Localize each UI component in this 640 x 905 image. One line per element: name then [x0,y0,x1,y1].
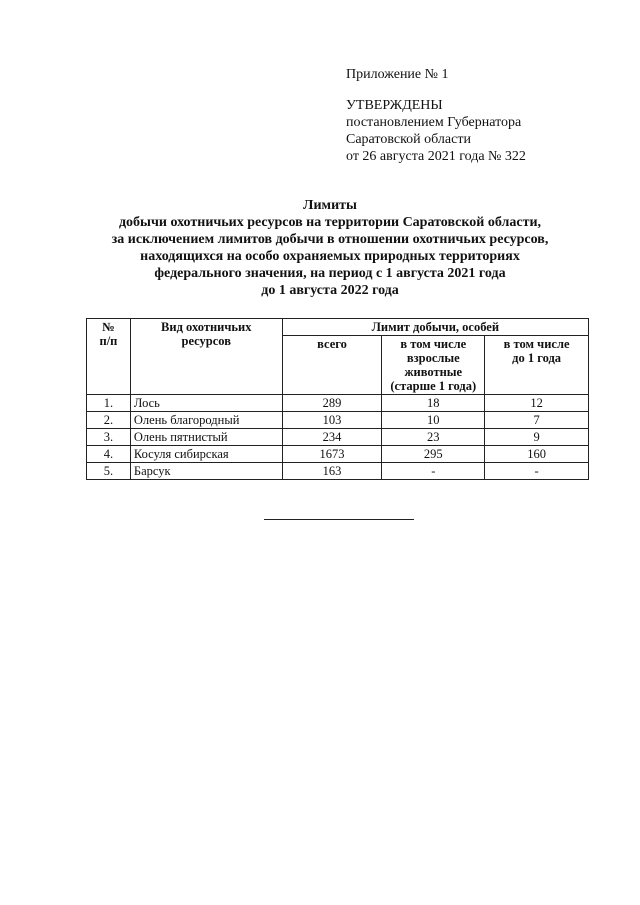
table-header-row [87,319,589,336]
table-row [87,412,589,429]
header-adult: в том числе взрослые животные (старше 1 года) [382,336,485,395]
appendix-label: Приложение № 1 [346,67,449,82]
title-line-5: федерального значения, на период с 1 августа 2021 года [154,266,506,281]
row-total: 234 [282,429,382,446]
title-line-4: находящихся на особо охраняемых природных территориях [140,249,520,264]
approval-authority: постановлением Губернатора [346,115,522,130]
limits-table [86,318,589,480]
row-species: Лось [130,395,282,412]
row-young: 9 [485,429,589,446]
row-total: 1673 [282,446,382,463]
row-young: 12 [485,395,589,412]
approved-label: УТВЕРЖДЕНЫ [346,98,443,113]
row-total: 163 [282,463,382,480]
row-young: 160 [485,446,589,463]
header-limit: Лимит добычи, особей [282,319,588,336]
title-line-6: до 1 августа 2022 года [261,283,399,298]
row-young: - [485,463,589,480]
row-num: 4. [87,446,131,463]
table-row [87,395,589,412]
row-species: Олень благородный [130,412,282,429]
table-row [87,446,589,463]
row-num: 2. [87,412,131,429]
row-num: 3. [87,429,131,446]
title-line-3: за исключением лимитов добычи в отношении охотничьих ресурсов, [111,232,549,247]
row-adult: 18 [382,395,485,412]
approval-region: Саратовской области [346,132,471,147]
row-adult: 10 [382,412,485,429]
title-line-1: Лимиты [303,198,357,213]
approval-date: от 26 августа 2021 года № 322 [346,149,526,164]
row-total: 103 [282,412,382,429]
header-num: № п/п [87,319,131,395]
row-species: Косуля сибирская [130,446,282,463]
row-young: 7 [485,412,589,429]
row-adult: - [382,463,485,480]
row-num: 5. [87,463,131,480]
row-num: 1. [87,395,131,412]
row-species: Олень пятнистый [130,429,282,446]
header-species: Вид охотничьих ресурсов [130,319,282,395]
table-row [87,429,589,446]
row-species: Барсук [130,463,282,480]
table-row [87,463,589,480]
header-total: всего [282,336,382,395]
end-divider [264,519,414,520]
approval-block [346,66,606,165]
row-total: 289 [282,395,382,412]
header-young: в том числе до 1 года [485,336,589,395]
row-adult: 23 [382,429,485,446]
document-title [60,197,600,299]
title-line-2: добычи охотничьих ресурсов на территории Саратовской области, [118,215,542,230]
row-adult: 295 [382,446,485,463]
